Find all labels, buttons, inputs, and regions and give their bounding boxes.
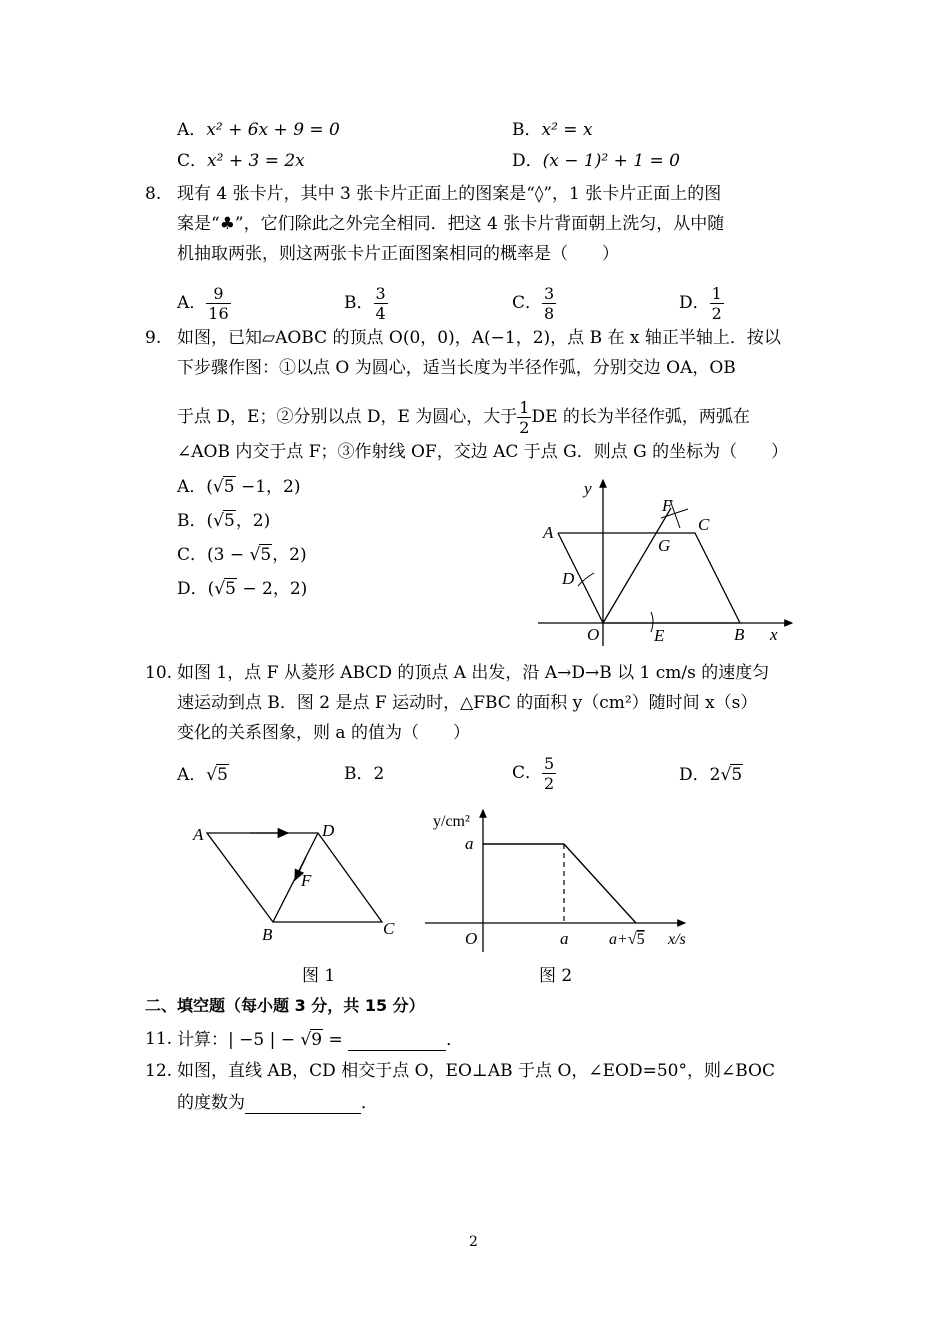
fig2-ylabel: y/cm² [433,813,470,830]
fig1-label-c: C [383,919,395,938]
q8-number: 8. [145,184,162,204]
label-y: y [584,479,592,498]
label-d: D [562,569,575,588]
q10-line1: 如图 1，点 F 从菱形 ABCD 的顶点 A 出发，沿 A→D→B 以 1 cm/s 的速度匀 [177,663,770,683]
q12-line1: 如图，直线 AB，CD 相交于点 O，EO⊥AB 于点 O，∠EOD=50°，则∠BOC [177,1061,775,1081]
label-g: G [658,536,671,555]
fig2-label-a-plus: a+√5 [609,931,645,948]
q8-line1: 现有 4 张卡片，其中 3 张卡片正面上的图案是“◊”，1 张卡片正面上的图 [177,184,722,204]
label-a: A [543,523,554,542]
q10-number: 10. [145,663,173,683]
label-b: B [734,625,745,644]
q8-line2: 案是“♣”，它们除此之外完全相同．把这 4 张卡片背面朝上洗匀，从中随 [177,214,725,234]
label-e: E [654,626,665,645]
q11-text: 计算：| −5 | − √9 = ． [177,1030,464,1050]
fig2-label-a-x: a [560,929,569,948]
q8-option-b: B． $\frac{3}{4}$ [344,284,386,323]
q11-number: 11. [145,1029,173,1049]
q9-option-c: C．(3 − √5，2) [177,545,307,565]
fig1-label-f: F [301,871,312,890]
q11-answer-blank[interactable] [348,1030,446,1051]
fig2-xlabel: x/s [668,931,686,948]
q9-option-d: D．(√5 − 2，2) [177,579,308,599]
q9-option-b: B．(√5，2) [177,511,271,531]
fig1-label-d: D [322,821,335,840]
q10-option-a: A．√5 [177,765,228,785]
q8-option-c: C． $\frac{3}{8}$ [512,284,555,323]
q12-number: 12. [145,1061,173,1081]
q7-option-b: B．x² = x [512,120,593,140]
q10-line3: 变化的关系图象，则 a 的值为（ ） [177,723,470,743]
fig2-caption: 图 2 [539,966,573,986]
q7-option-d: D．(x − 1)² + 1 = 0 [512,151,680,171]
arc-e [651,612,653,632]
label-x: x [770,625,778,644]
q8-line3: 机抽取两张，则这两张卡片正面图案相同的概率是（ ） [177,244,619,264]
q10-line2: 速运动到点 B．图 2 是点 F 运动时，△FBC 的面积 y（cm²）随时间 x（s） [177,693,758,713]
q10-option-c: C． $\frac{5}{2}$ [512,754,555,793]
fig1-label-a: A [193,825,204,844]
q9-option-a: A．(√5 −1，2) [177,477,301,497]
q10-figure-1 [185,812,415,952]
q7-option-c: C．x² + 3 = 2x [177,151,305,171]
q9-number: 9. [145,328,162,348]
q9-line1: 如图，已知▱AOBC 的顶点 O(0，0)，A(−1，2)，点 B 在 x 轴正半轴上．按以 [177,328,781,348]
q12-answer-blank[interactable] [245,1093,361,1114]
rhombus-abcd [207,833,382,922]
ray-of [603,508,671,623]
parallelogram-aobc [558,533,740,623]
q9-line3: 于点 D，E；②分别以点 D，E 为圆心，大于 $\frac{1}{2}$ DE 的长为半径作弧，两弧在 [177,398,750,437]
page-number: 2 [469,1234,478,1250]
fig2-sloped-segment [564,844,636,923]
label-c: C [698,515,710,534]
q9-line2: 下步骤作图：①以点 O 为圆心，适当长度为半径作弧，分别交边 OA，OB [177,358,736,378]
q10-option-d: D．2√5 [679,765,743,785]
arc-d [578,573,594,586]
q10-figure-2 [425,802,695,962]
section-2-title: 二、填空题（每小题 3 分，共 15 分） [145,996,425,1015]
fig1-caption: 图 1 [302,966,336,986]
q7-option-a: A．x² + 6x + 9 = 0 [177,120,340,140]
fig1-label-b: B [262,925,273,944]
label-f: F [662,496,673,515]
q8-option-d: D． $\frac{1}{2}$ [679,284,722,323]
label-o: O [587,625,600,644]
fig2-label-a-y: a [465,834,474,853]
q10-option-b: B．2 [344,764,385,784]
q9-figure [530,474,800,654]
q12-line2: 的度数为 ． [177,1093,378,1113]
fig2-label-o: O [465,929,478,948]
q8-option-a: A． $\frac{9}{16}$ [177,284,229,323]
q9-line4: ∠AOB 内交于点 F；③作射线 OF，交边 AC 于点 G．则点 G 的坐标为（ ） [177,442,789,462]
